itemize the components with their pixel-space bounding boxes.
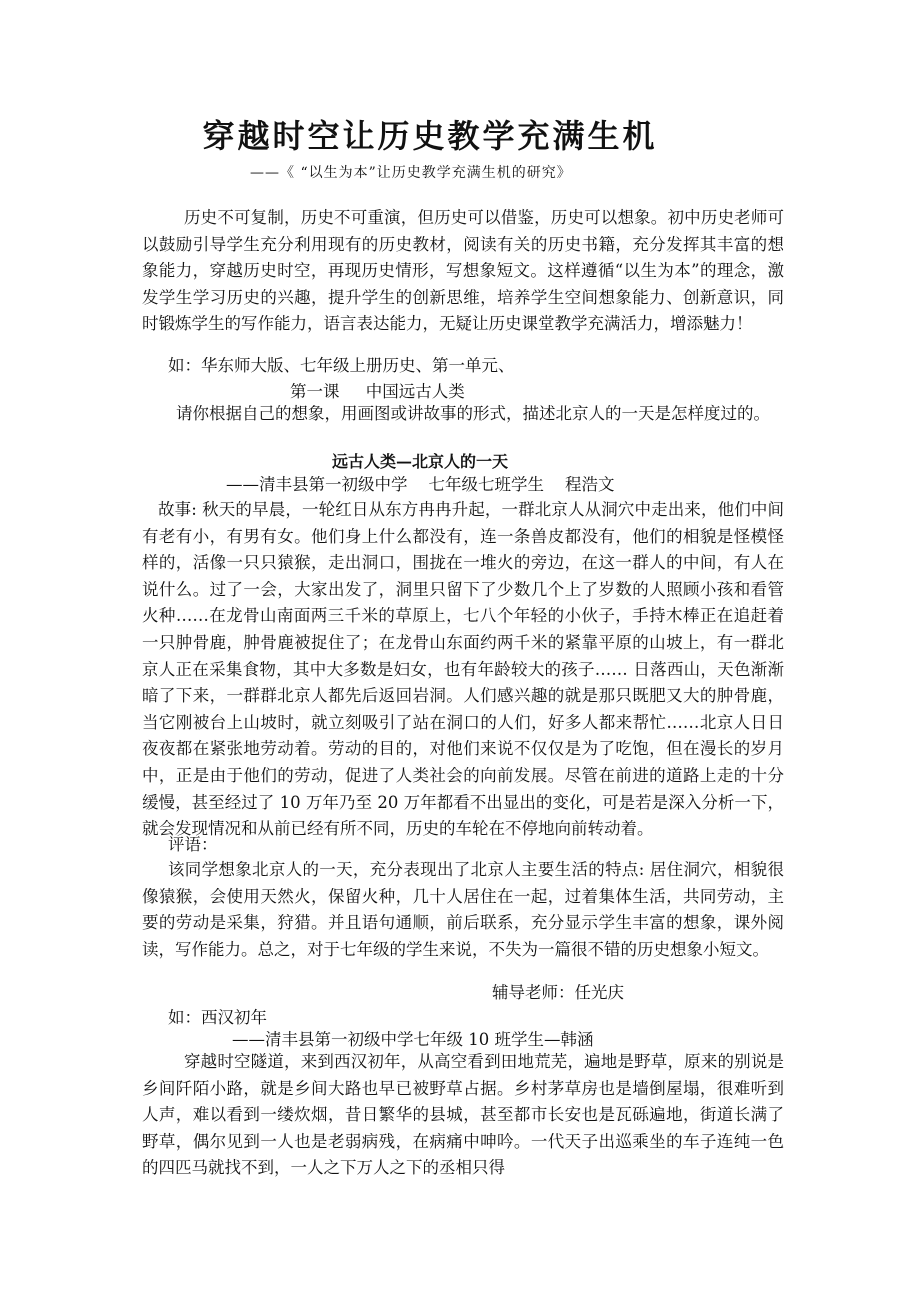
essay-author: ——清丰县第一初级中学七年级 10 班学生—韩涵 bbox=[232, 1030, 594, 1049]
example-line-2: 如：西汉初年 bbox=[168, 1008, 267, 1027]
essay-paragraph: 穿越时空隧道，来到西汉初年，从高空看到田地荒芜，遍地是野草，原来的别说是乡间阡陌小路，就是乡间大路也早已被野草占据。乡村茅草房也是墙倒屋塌，很难听到人声，难以看到一缕炊烟，昔日繁华的县城，甚至都市长安也是瓦砾遍地，街道长满了野草，偶尔见到一人也是老弱病残，在病痛中呻吟。一代天子出巡乘坐的车子连纯一色的四匹马就找不到，一人之下万人之下的丞相只得 bbox=[142, 1052, 784, 1178]
example-line-1: 如：华东师大版、七年级上册历史、第一单元、 bbox=[168, 356, 515, 375]
comment-label: 评语： bbox=[168, 835, 218, 854]
document-subtitle: ——《 “以生为本”让历史教学充满生机的研究》 bbox=[250, 165, 572, 181]
document-title: 穿越时空让历史教学充满生机 bbox=[202, 117, 658, 155]
lesson-heading: 第一课 中国远古人类 bbox=[290, 382, 465, 401]
story-title: 远古人类—北京人的一天 bbox=[331, 452, 508, 471]
comment-paragraph: 该同学想象北京人的一天，充分表现出了北京人主要生活的特点: 居住洞穴，相貌很像猿猴，会使用天然火，保留火种，几十人居住在一起，过着集体生活，共同劳动，主要的劳动是采集，狩猎。并且语句通顺，前后联系，充分显示学生丰富的想象，课外阅读，写作能力。总之，对于七年级的学生来说，不失为一篇很不错的历史想象小短文。 bbox=[142, 860, 784, 959]
task-paragraph: 请你根据自己的想象，用画图或讲故事的形式，描述北京人的一天是怎样度过的。 bbox=[176, 404, 770, 423]
story-author: ——清丰县第一初级中学 七年级七班学生 程浩文 bbox=[226, 475, 615, 494]
teacher-signature: 辅导老师：任光庆 bbox=[492, 983, 624, 1002]
intro-paragraph: 历史不可复制，历史不可重演，但历史可以借鉴，历史可以想象。初中历史老师可以鼓励引导学生充分利用现有的历史教材，阅读有关的历史书籍，充分发挥其丰富的想象能力，穿越历史时空，再现历史情形，写想象短文。这样遵循“以生为本”的理念，激发学生学习历史的兴趣，提升学生的创新思维，培养学生空间想象能力、创新意识，同时锻炼学生的写作能力，语言表达能力，无疑让历史课堂教学充满活力，增添魅力！ bbox=[142, 208, 784, 334]
story-paragraph: 故事: 秋天的早晨，一轮红日从东方冉冉升起，一群北京人从洞穴中走出来，他们中间有老有小，有男有女。他们身上什么都没有，连一条兽皮都没有，他们的相貌是怪模怪样的，活像一只只猿猴，走出洞口，围拢在一堆火的旁边，在这一群人的中间，有人在说什么。过了一会，大家出发了，洞里只留下了少数几个上了岁数的人照顾小孩和看管火种……在龙骨山南面两三千米的草原上，七八个年轻的小伙子，手持木棒正在追赶着一只肿骨鹿，肿骨鹿被捉住了；在龙骨山东面约两千米的紧靠平原的山坡上，有一群北京人正在采集食物，其中大多数是妇女，也有年龄较大的孩子…… 日落西山，天色渐渐暗了下来，一群群北京人都先后返回岩洞。人们感兴趣的就是那只既肥又大的肿骨鹿，当它刚被台上山坡时，就立刻吸引了站在洞口的人们，好多人都来帮忙……北京人日日夜夜都在紧张地劳动着。劳动的目的，对他们来说不仅仅是为了吃饱，但在漫长的岁月中，正是由于他们的劳动，促进了人类社会的向前发展。尽管在前进的道路上走的十分缓慢，甚至经过了 10 万年乃至 20 万年都看不出显出的变化，可是若是深入分析一下，就会发现情况和从前已经有所不同，历史的车轮在不停地向前转动着。 bbox=[142, 500, 784, 839]
